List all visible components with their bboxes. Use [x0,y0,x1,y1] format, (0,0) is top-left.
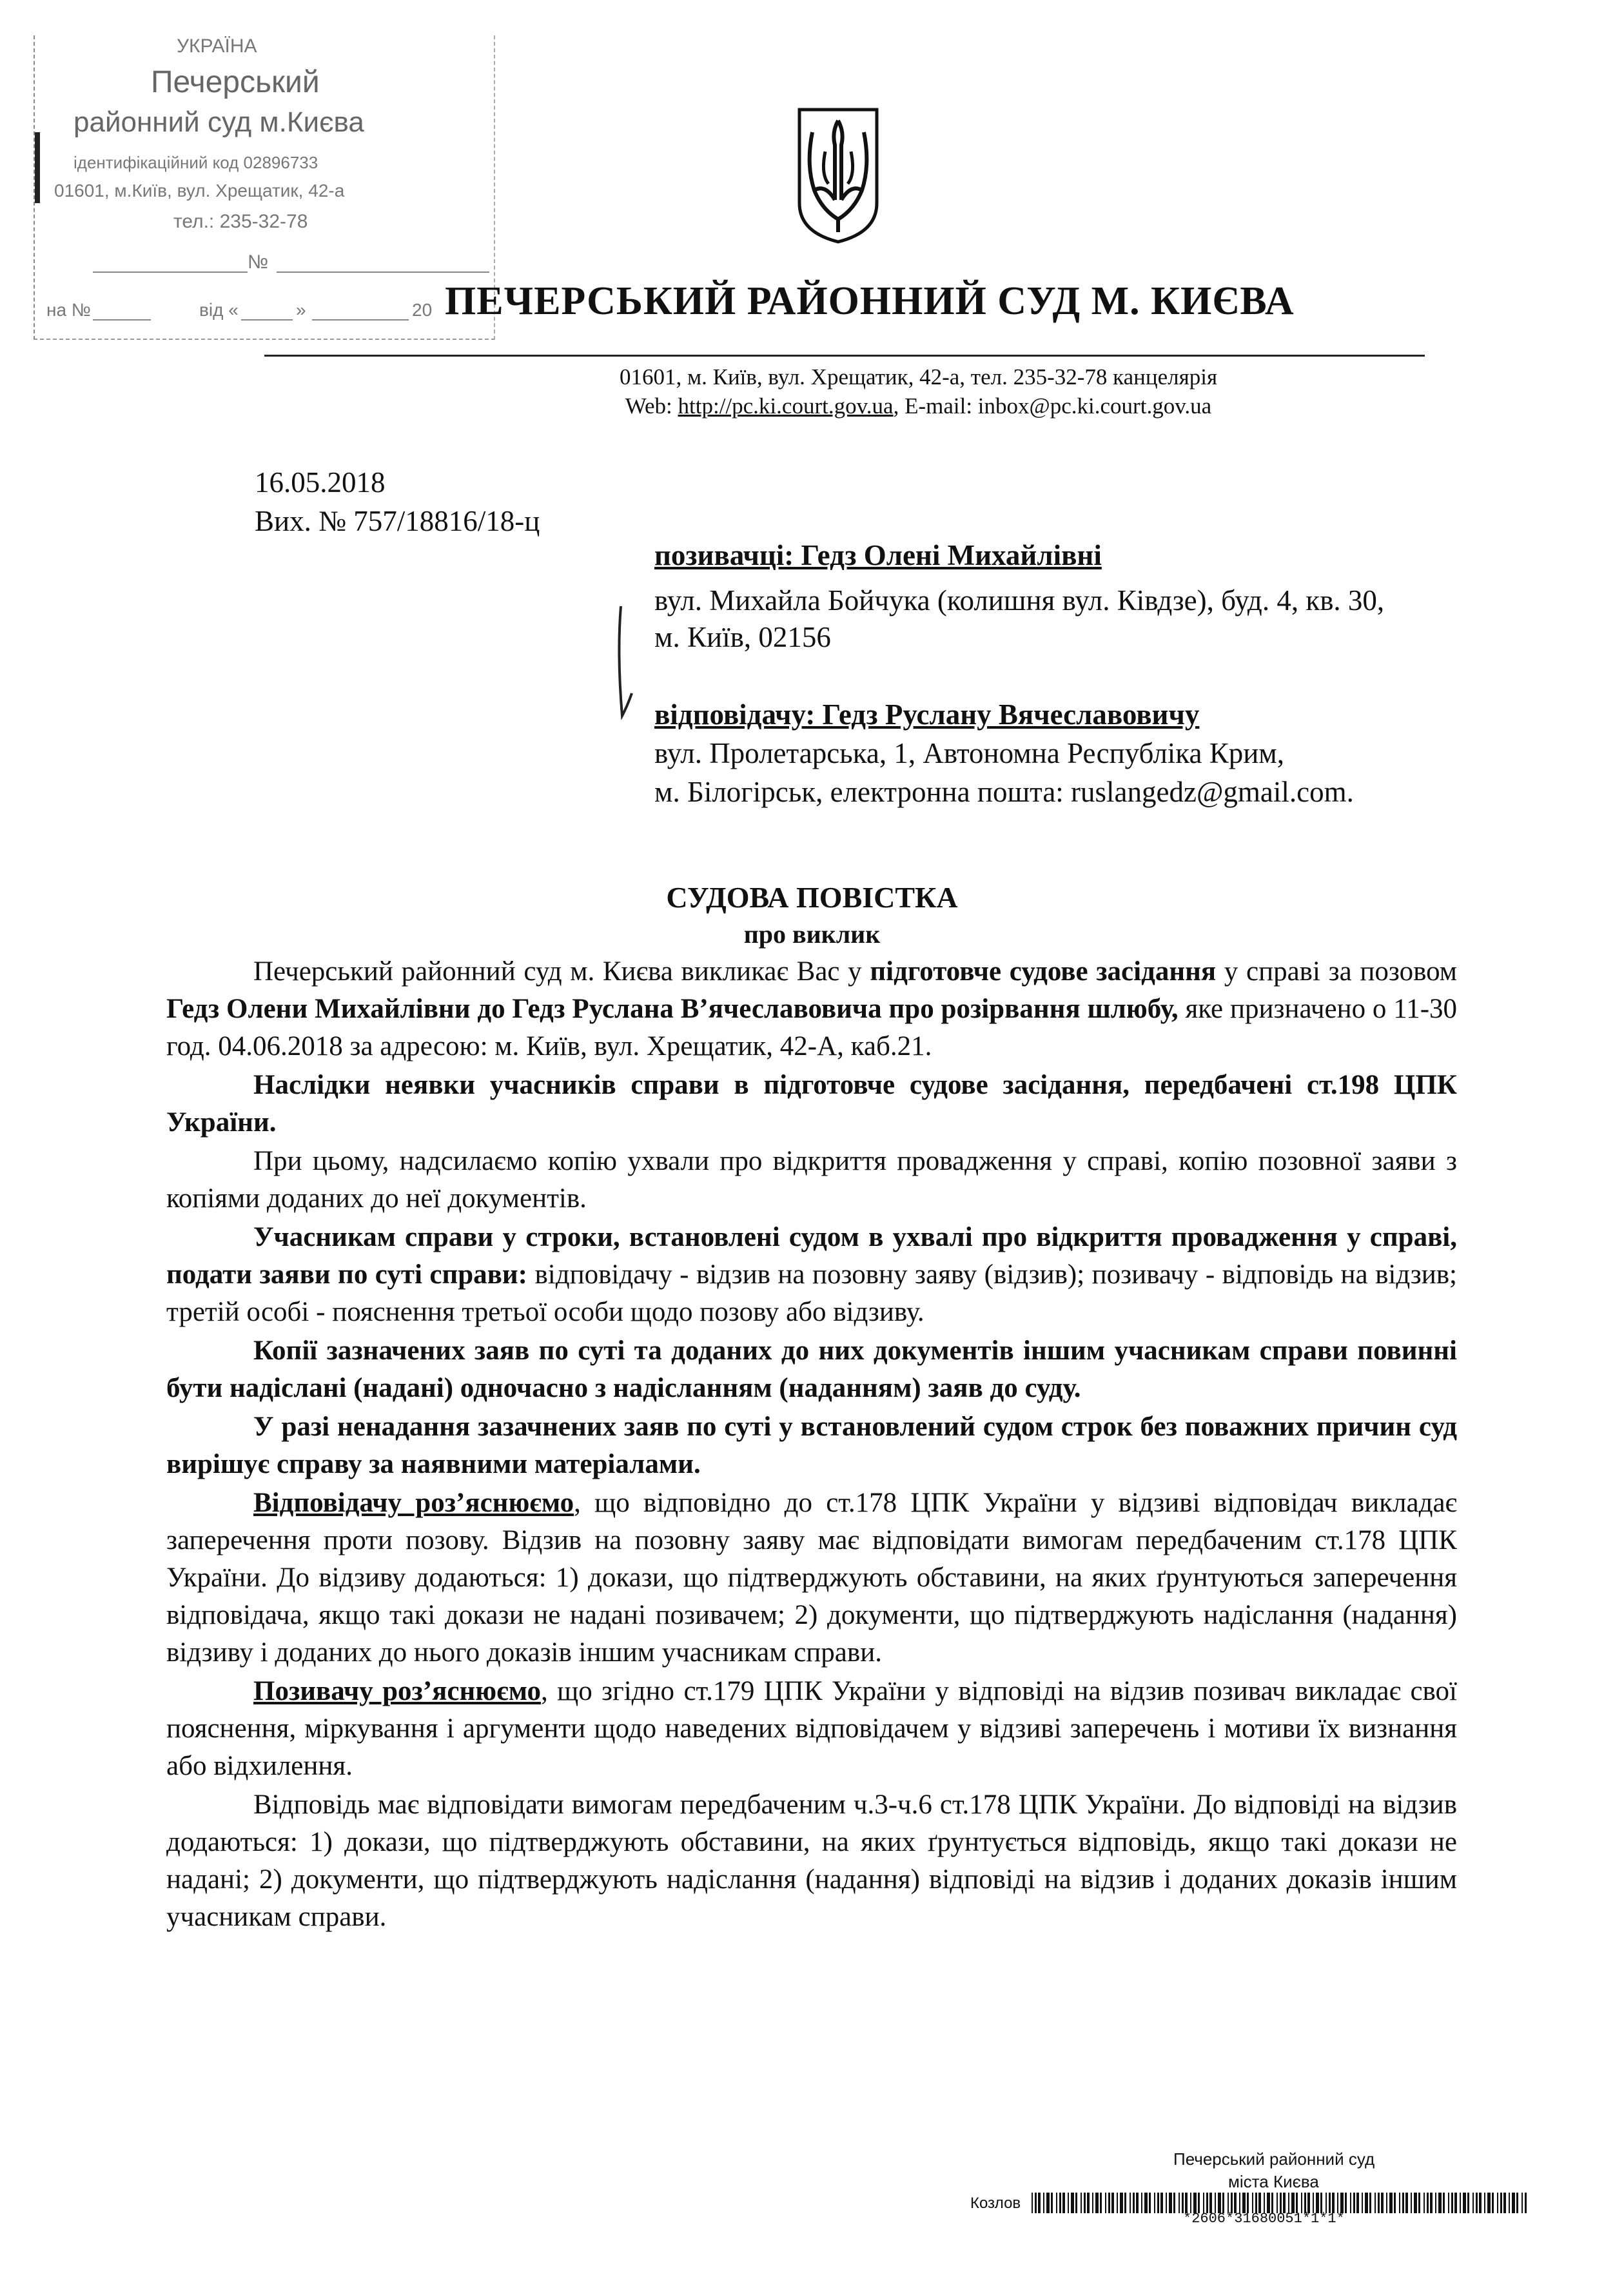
barcode-text: *2606*31680051*1*1* [1183,2211,1345,2227]
stamp-line [93,319,151,321]
stamp-number-label: № [248,252,269,273]
paragraph-default [166,1408,1457,1483]
text: Наслідки неявки учасників справи в підготовче судове засідання, передбачені ст.198 ЦПК України. [166,1070,1457,1138]
email-text: , E-mail: inbox@pc.ki.court.gov.ua [893,393,1212,419]
paragraph-submissions [166,1219,1457,1331]
defendant-label: відповідачу: Гедз Руслану Вячеславовичу [654,698,1200,731]
coat-of-arms-icon [796,106,880,245]
footer-court: Печерський районний суд [1173,2149,1375,2169]
text: У разі ненадання зазачнених заяв по суті у встановлений судом строк без поважних причин суд вирішує справу за наявними матеріалами. [166,1412,1457,1479]
stamp-court-name-2: районний суд м.Києва [73,106,364,138]
plaintiff-address-line1: вул. Михайла Бойчука (колишня вул. Ківдзе), буд. 4, кв. 30, [654,584,1385,617]
plaintiff-address-line2: м. Київ, 02156 [654,621,831,653]
stamp-address: 01601, м.Київ, вул. Хрещатик, 42-а [54,181,345,201]
court-name: ПЕЧЕРСЬКИЙ РАЙОННИЙ СУД М. КИЄВА [445,279,1295,323]
paragraph-response-requirements [166,1786,1457,1936]
stamp-country: УКРАЇНА [177,35,257,57]
document-title: СУДОВА ПОВІСТКА [666,881,958,914]
outgoing-number: Вих. № 757/18816/18-ц [255,505,540,537]
header-divider [264,355,1425,357]
plaintiff-label: позивачці: Гедз Олені Михайлівні [654,539,1102,571]
stamp-date-quote: » [296,300,306,320]
text: Копії зазначених заяв по суті та доданих до них документів іншим учасникам справи повинні бути надіслані (надані) одночасно з надісланням (наданням) заяв до суду. [166,1336,1457,1403]
registration-stamp [34,35,495,340]
stamp-id-code: ідентифікаційний код 02896733 [73,153,318,172]
web-link[interactable]: http://pc.ki.court.gov.ua [678,393,894,419]
stamp-date-label: від « [199,300,239,320]
document-date: 16.05.2018 [255,466,386,498]
handwritten-mark [609,603,641,725]
footer-clerk-name: Козлов [970,2195,1021,2212]
defendant-address-line2: м. Білогірськ, електронна пошта: ruslangedz@gmail.com. [654,776,1354,808]
text: Учасникам справи у строки, встановлені судом в ухвалі про відкриття провадження у справі, подати заяви по суті справи: [166,1222,1457,1290]
stamp-year: 20 [412,300,433,320]
text: Печерський районний суд м. Києва викликає Вас у [253,956,870,987]
stamp-line [312,319,409,321]
text: відповідачу - відзив на позовну заяву (відзив); позивачу - відповідь на відзив; третій особі - пояснення третьої особи щодо позову або відзиву. [166,1259,1457,1327]
document-subtitle: про виклик [743,920,881,949]
text: , що згідно ст.179 ЦПК України у відповіді на відзив позивач викладає свої пояснення, міркування і аргументи щодо наведених відповідачем у відзиві заперечень і мотиви їх визнання або відхилення. [166,1676,1457,1781]
text: При цьому, надсилаємо копію ухвали про відкриття провадження у справі, копію позовної заяви з копіями доданих до неї документів. [166,1146,1457,1214]
text: Відповідачу роз’яснюємо [253,1488,574,1518]
text: Позивачу роз’яснюємо [253,1676,541,1706]
paragraph-defendant-explanation [166,1485,1457,1672]
stamp-line [93,271,248,273]
summons-body [166,953,1457,1937]
paragraph-copies [166,1332,1457,1407]
footer-city: міста Києва [1228,2172,1319,2191]
paragraph-hearing [166,953,1457,1065]
case-subject: Гедз Олени Михайлівни до Гедз Руслана В’ячеславовича про розірвання шлюбу, [166,994,1179,1024]
stamp-line [277,271,489,273]
paragraph-attachments [166,1143,1457,1218]
text: у справі за позовом [1216,956,1457,987]
paragraph-consequences [166,1067,1457,1141]
paragraph-plaintiff-explanation [166,1673,1457,1785]
stamp-phone: тел.: 235-32-78 [173,211,308,232]
web-label: Web: [625,393,678,419]
defendant-address-line1: вул. Пролетарська, 1, Автономна Республіка Крим, [654,737,1285,769]
stamp-ref-label: на № [46,300,91,320]
court-address: 01601, м. Київ, вул. Хрещатик, 42-а, тел. 235-32-78 канцелярія [619,364,1218,390]
text: , що відповідно до ст.178 ЦПК України у відзиві відповідач викладає заперечення проти позову. Відзив на позовну заяву має відповідати вимогам передбаченим ст.178 ЦПК України. До відзиву додаються: 1) докази, що підтверджують обставини, на яких ґрунтуються заперечення відповідача, якщо такі докази не надані позивачем; 2) документи, що підтверджують надіслання (надання) відзиву і доданих до нього доказів іншим учасникам справи. [166,1488,1457,1668]
court-contacts [0,393,1624,419]
stamp-court-name: Печерський [151,65,320,99]
stamp-line [241,319,293,321]
hearing-type: підготовче судове засідання [870,956,1217,987]
text: Відповідь має відповідати вимогам передбаченим ч.3-ч.6 ст.178 ЦПК України. До відповіді на відзив додаються: 1) докази, що підтверджують обставини, на яких ґрунтується відповідь, якщо такі докази не надані; 2) документи, що підтверджують надіслання (надання) відповіді на відзив і доданих доказів іншим учасникам справи. [166,1790,1457,1932]
stamp-mark [35,132,40,203]
hearing-time-place: яке призначено о 11-30 год. 04.06.2018 за адресою: м. Київ, вул. Хрещатик, 42-А, каб.21. [166,994,1458,1061]
